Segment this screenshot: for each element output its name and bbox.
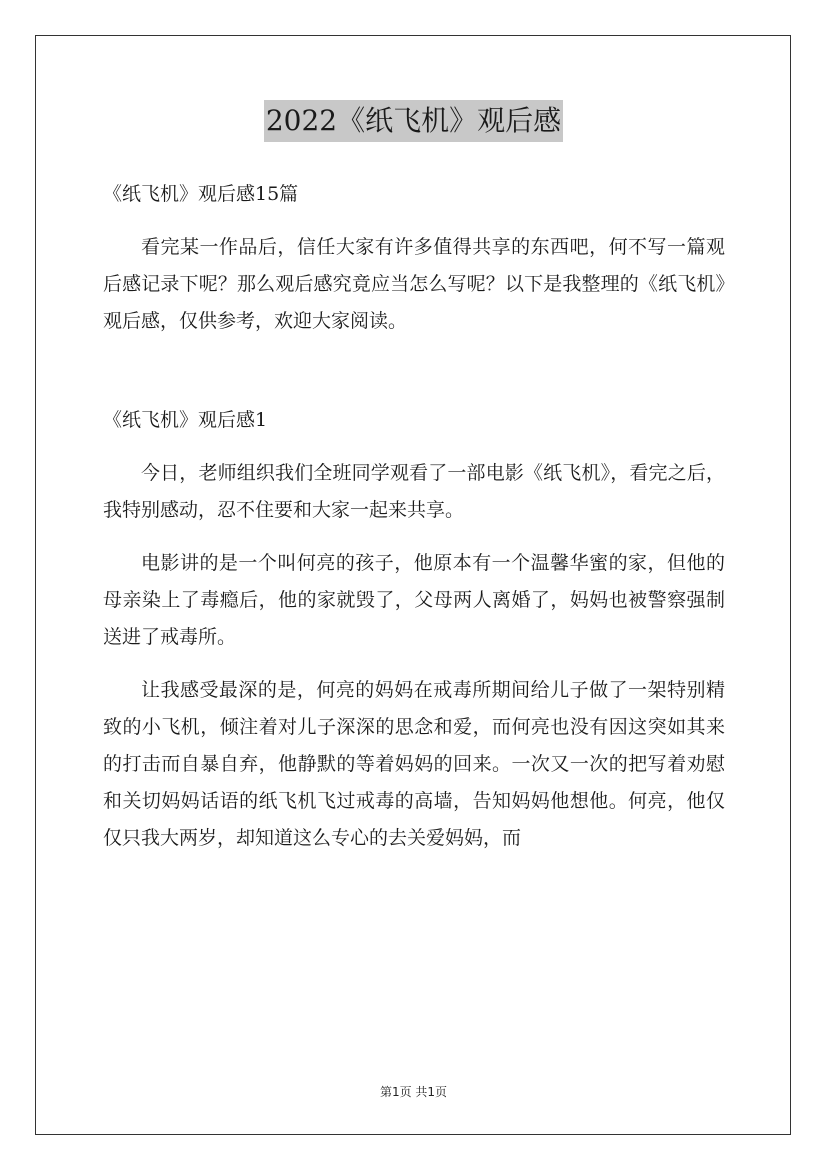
spacer [103, 340, 725, 402]
page-number-label: 第1页 共1页 [379, 1085, 448, 1099]
intro-paragraph: 看完某一作品后，信任大家有许多值得共享的东西吧，何不写一篇观后感记录下呢？那么观后感究竟应当怎么写呢？以下是我整理的《纸飞机》观后感，仅供参考，欢迎大家阅读。 [103, 236, 725, 332]
spacer [103, 656, 725, 672]
section-title: 《纸飞机》观后感1 [103, 409, 268, 431]
body-paragraph: 电影讲的是一个叫何亮的孩子，他原本有一个温馨华蜜的家，但他的母亲染上了毒瘾后，他的家就毁了，父母两人离婚了，妈妈也被警察强制送进了戒毒所。 [103, 552, 725, 648]
document-body [103, 176, 725, 857]
document-subtitle: 《纸飞机》观后感15篇 [103, 183, 299, 205]
title-container [0, 100, 827, 142]
spacer [103, 439, 725, 455]
spacer [103, 529, 725, 545]
body-paragraph: 今日，老师组织我们全班同学观看了一部电影《纸飞机》，看完之后，我特别感动，忍不住要和大家一起来共享。 [103, 462, 725, 521]
body-paragraph: 让我感受最深的是，何亮的妈妈在戒毒所期间给儿子做了一架特别精致的小飞机，倾注着对儿子深深的思念和爱，而何亮也没有因这突如其来的打击而自暴自弃，他静默的等着妈妈的回来。一次又一次的把写着劝慰和关切妈妈话语的纸飞机飞过戒毒的高墙，告知妈妈他想他。何亮，他仅仅只我大两岁，却知道这么专心的去关爱妈妈，而 [103, 679, 725, 849]
page-footer [0, 1084, 827, 1100]
document-title: 2022《纸飞机》观后感 [264, 100, 563, 142]
spacer [103, 213, 725, 229]
